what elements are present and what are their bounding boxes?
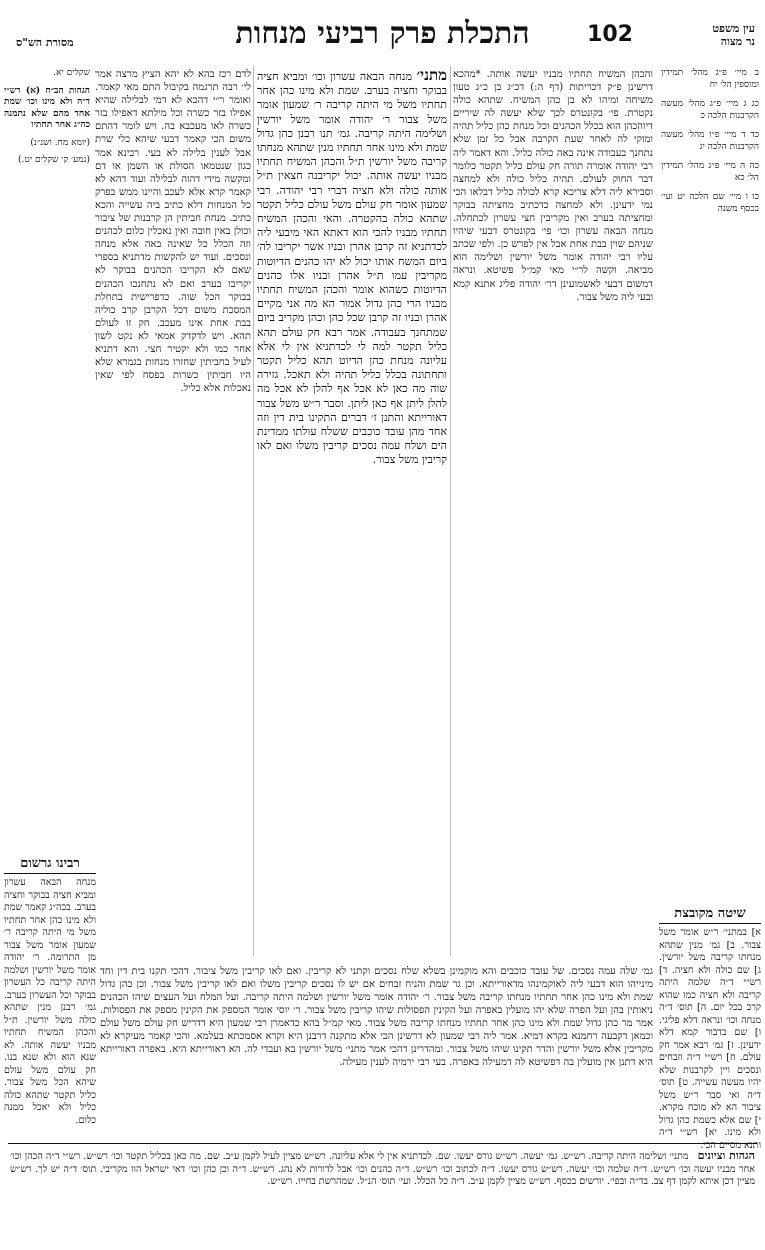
- hagahot-notes: [10, 1150, 755, 1240]
- ein-mishpat-line1: עין משפט: [712, 22, 755, 35]
- rabenu-gershom-text: מנחה הבאה עשרון ומביא חציה בבוקר וחציה בערב. בכה״ג קאמר שמת ולא מינו כהן אחר תחתיו משל מי היתה קריבה ר׳ שמעון אומר משל צבור מן התרומה. ר׳ יהודה אומר משל יורשין ושלמה היתה קריבה כל העשרון בבוקר וכל העשרון בערב. גמ׳ רבנן מנין שתהא כולה משל יורשין. ת״ל והכהן המשיח תחתיו מבניו יעשה אותה. לא שנא הוא ולא שנא בנו. חק עולם משל עולם שיהא הכל משל צבור. כליל תקטר שתהא כולה כליל ולא יאכל ממנה כלום.: [4, 877, 96, 1126]
- ein-mishpat-entry: כה ה מיי׳ פ״ג מהל׳ תמידין הל׳ כא: [661, 161, 759, 183]
- notes-text: מתני׳ ושלימה היתה קריבה. רש״ש. גמ׳ יעשה. רש״ש גורס יעשו. שם. לכדתניא אין לי אלא עליונה. רש״ש מציין לעיל לקמן ע״ב. שם. מה כאן בכליל תקטר וכו׳ רש״ש. רש״י ד״ה הכהן וכו׳ אחר מבניו יעשה וכו׳ רש״ש. ד״ה שלמה וכו׳ יעשה. רש״ש גורס יעשו. ד״ה לכתוב וכו׳ רש״ש. ד״ה כהנים וכו׳ אבל לדורות לא נהג. רש״ש. ד״ה וכן כהן וכו׳ דאי ישראל הוו מקריבי. תוס׳ ד״ה יש לך. רש״ש מציין דכן איתא לקמן דף צב. בד״ה ובפי׳. יורשים בכסף. רש״ש מציין לקמן ע״ב. ד״ה כל הכלל. ועי׳ תוס׳ הנ״ל. שמהרשת בחייו. רש״ש.: [10, 1151, 755, 1187]
- column-divider: [450, 66, 451, 956]
- page-title: התכלת פרק רביעי מנחות: [235, 16, 530, 51]
- ein-mishpat-line2: נר מצוה: [720, 35, 755, 48]
- lower-commentary-text: גמ׳ שלה עמה נסכים. של עובד כוכבים והא מוקמינן בשלא שלח נסכים וקתני לא קריבין. ואם לאו קריבין משל ציבור. דהכי תקנו בית דין וחד מינייהו הוא דבעי ליה לאוקמינהו מדאורייתא. וכן גר שמת והניח זבחים אם יש לו נסכים קריבין משלו ואם לאו קריבין משל צבור. וכן כהן גדול שמת ולא מינו כהן אחר תחתיו מנחתו קריבה משל צבור. ר׳ יהודה אומר משל יורשין ושלמה היתה קריבה. ועל המלח ועל העצים שיהו הכהנים ניאותין בהן ועל הפרה שלא יהו מועלין באפרה ועל הקינין הפסולות שיהו קריבין משל צבור. ר׳ יוסי אומר המספק את הקינין מספק את הפסולות. אמר מר כהן גדול שמת ולא מינו כהן אחר תחתיו מנחתו קריבה משל צבור. מאי קמ״ל בהא כדאמרן רבי שמעון היא דדריש חק עולם משל עולם וכמאן דקבעה רחמנא בקרא דמיא. אמר ליה רבי שמעון לא דרשינן הכי אלא מתקנה דרבנן היא וקרא אסמכתא בעלמא. והכי קאמר מעיקרא לא מקריבין אלא משל יורשין והדר תקינו שיהו משל צבור. ומהדרינן דהכי אמר מתני׳ משל יורשין בא ועבדי לה. הא דאורייתא היא. באפרה דאורייתא היא דתנן אין מועלין בה דפשיטא לה דמעילה באפרה. בעי רבי ירמיה לענין מעילה.: [100, 966, 653, 1068]
- ein-mishpat-entry: ב מיי׳ פ״ג מהל׳ תמידין ומוספין הל׳ יח: [661, 68, 759, 90]
- gemara-text-column: [257, 68, 447, 963]
- rashi-commentary: [453, 68, 653, 958]
- page-number: 102: [587, 22, 633, 47]
- masoret-entry: (יומא מח. ושנ״נ): [30, 137, 90, 148]
- notes-heading: הגהות וציונים: [697, 1150, 755, 1162]
- notes-divider: [8, 1143, 757, 1144]
- masoret-hashas-label: מסורת הש"ס: [16, 36, 74, 49]
- masoret-entry: שקלים יא.: [53, 68, 90, 78]
- rabenu-gershom-title: רבינו גרשום: [4, 855, 96, 874]
- gemara-text: מנחה הבאה עשרון וכו׳ ומביא חציה בבוקר וחציה בערב. שמת ולא מינו כהן אחר תחתיו משל מי היתה קריבה ר׳ שמעון אומר משל צבור ר׳ יהודה אומר משל יורשין ושלימה היתה קריבה. גמ׳ תנו רבנן כהן גדול שמת ולא מינו אחר תחתיו מנין שתהא מנחתו קריבה משל יורשין ת״ל והכהן המשיח תחתיו מבניו יעשה אותה. יכול יקריבנה חצאין ת״ל אותה כולה ולא חציה דברי רבי יהודה. רבי שמעון אומר חק עולם משל עולם כליל תקטר שתהא כולה בהקטרה. והאי והכהן המשיח תחתיו מבניו להכי הוא דאתא האי מיבעי ליה לכדתניא זה קרבן אהרן ובניו אשר יקריבו לה׳ ביום המשח אותו יכול לא יהו כהנים הדיוטות מקריבין עמו ת״ל אהרן ובניו אלו כהנים הדיוטות כשהוא אומר והכהן המשיח תחתיו מבניו הרי כהן גדול אמור הא מה אני מקיים אהרן ובניו זה קרבן שכל כהן וכהן מקריב ביום שמתחנך בעבודה. אמר רבא חק עולם תהא כליל תקטר למה לי לכדתניא אין לי אלא עליונה מנחת כהן הדיוט תהא כליל תקטר ותחתונה בכלל כליל תהיה ולא תאכל. גזירה שוה מה כאן לא אכל אף להלן לא אכל מה להלן ליתן אף כאן ליתן. וסבר ר״ש משל צבור דאורייתא והתנן ז׳ דברים התקינו בית דין וזה אחד מהן עובד כוכבים ששלח עולתו ממדינת הים ושלח עמה נסכים קריבין משלו ואם לאו קריבין משל צבור.: [257, 70, 447, 467]
- column-divider: [253, 66, 254, 956]
- rabenu-gershom-box: [4, 855, 96, 1157]
- running-header: [0, 14, 765, 64]
- shita-mekubetzet-box: [659, 905, 761, 1177]
- tosafot-commentary: [95, 68, 251, 963]
- tosafot-text: לדם רכז בהא לא יהא הציץ מרצה אמר לי׳ רבה תרגמה בקיבול התם מאי קאמר. ואומר ר״י דהכא לא דמי לבלילה שהיא אפילו בזר כשרה וכל מילתא דאפילו בזר כשרה לאו מעכבא בה. ויש לומר דהתם משום הכי קאמר דבעי שיהא כלי שרת אבל לענין בלילה לא בעי. רבינא אמר כגון שנטמאו הסולת או השמן או דם ומקשה מידי דהוה לבלילה ועוד דהא לא קאמר קרא אלא לעכב והיינו ממש בפרק כל המנחות דלא כתיב ביה עשייה והכא כתיב. מנחת חביתין הן קרבנות של ציבור וכולן באין חובה ואין נאכלין כלום לכהנים וזה הכלל כל שאינה באה אלא מנחה ונסכים. ועוד יש להקשות מדתניא בספרי שאם לא הקריבו הכהנים בבוקר לא יקריבו בערב ואם לא נתחנכו הכהנים בבוקר הכל שוה. כדפרישית בתחלת המסכת משום דכל הקרבן קרב כוליה בבת אחת אינו מעכב. חק זו לעולם תהא. ויש לדקדק אמאי לא נקט לשון אחר כמו ולא יקטיר חצי. והא דתניא לעיל בחביתין שחזרו מנחות בגמרא שלא היו חביתין כשרות בפסח לפי שאין נאכלות אלא כליל.: [95, 69, 251, 395]
- ein-mishpat-column: [661, 68, 759, 223]
- rashi-text: והכהן המשיח תחתיו מבניו יעשה אותה. *מהכא דרשינן פ״ק דכריתות (דף ה:) דכ״ג בן כ״ג טעון משיחה ומיהו לא בן כהן המשיח. שתהא כולה נקטרת. פי׳ בקונטרס לכך שלא יעשה לה שיריים דיוהכהן הוא בכלל הכהנים וכל מנחת כהן כליל תהיה ומוקי לה לאחר שעת הקרבה אבל כל זמן שלא נתחנך בעבודה אינה באה כולה כליל. והא דאמר ליה רבי יהודה אומרה תורה חק עולם כליל תקטר כלומר דבר החוק לעולם. תהיה כליל כולה ולא למחצה וסבירא ליה דלא צריכא קרא לכולה כליל דבלאו הכי נמי ידעינן. ולא למחצה כדכתיב מחציתה בבוקר ומחציתה בערב ואין מקריבין חצי עשרון לכתחלה. מנחה הבאה עשרון וכו׳ פי׳ בקונטרס דבעי שיהיו שניהם שוין בבת אחת אבל אין לפרש כן. ולפי שכתב עליו רבי יהודה אומר משל יורשין ושלימה הוא מביאה. וקשה לר״י מאי קמ״ל פשיטא. ונראה דמשום דבעי לאשמועינן דר׳ יהודה פליג אתנא קמא ובעי ליה משל צבור.: [453, 69, 653, 303]
- masoret-entry: הגהות הב״ח (א) רש״י ד״ה ולא מינו וכו׳ שמת אחד מהם שלא נתמנה כה״ג אחר תחתיו: [4, 85, 90, 130]
- masoret-entry: (נמע׳ ק׳ שקלים יט.): [18, 155, 90, 165]
- ein-mishpat-entry: כו ו מיי׳ שם הלכה יט ועי׳ בכסף משנה: [661, 192, 759, 214]
- shita-mekubetzet-text: א] במתני׳ ר״ש אומר משל צבור. ב] גמ׳ מנין שתהא מנחתו קריבה משל יורשין. ג] שם כולה ולא חציה. ד] רש״י ד״ה שלמה היתה קריבה ולא חציה כמו שהוא קרב בכל יום. ה] תוס׳ ד״ה מנחה וכו׳ ונראה דלא פליגי. ו] שם בדבור קמא דלא ידעינן. ז] גמ׳ רבא אמר חק עולם. ח] רש״י ד״ה וזבחים ונסכים ויין לקרבנות שלא יהיו מעשה עשייה. ט] תוס׳ ד״ה ואי סבר ר״ש משל ציבור הא לא מוכח מקרא. י] שם אלא כשמת כהן גדול ולא מינו. יא] רש״י ד״ה ותנא מסיים הכי.: [659, 927, 761, 1151]
- ein-mishpat-entry: כג ג מיי׳ פ״ג מהל׳ מעשה הקרבנות הלכה כ: [661, 99, 759, 121]
- ein-mishpat-entry: כד ד מיי׳ פ״ו מהל׳ מעשה הקרבנות הלכה יג: [661, 130, 759, 152]
- shita-mekubetzet-title: שיטה מקובצת: [659, 905, 761, 924]
- lower-commentary-block: [100, 965, 653, 1133]
- mishnah-opening-word: מתני׳: [416, 68, 447, 84]
- masoret-hashas-column: [4, 68, 90, 173]
